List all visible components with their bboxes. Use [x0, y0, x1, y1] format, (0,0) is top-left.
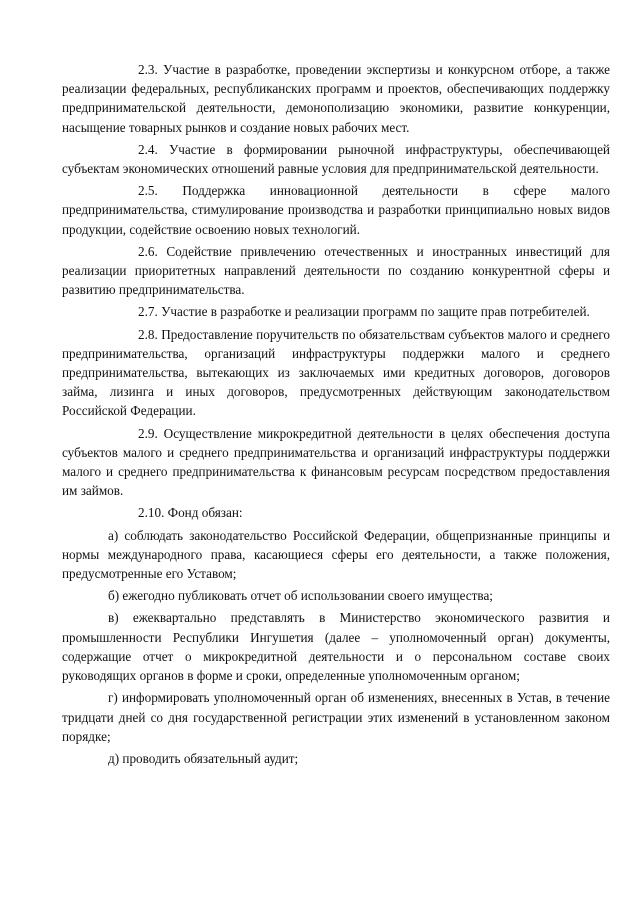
paragraph-number: 2.6.	[138, 243, 158, 259]
paragraph-2-5	[62, 181, 610, 239]
paragraph-text: Осуществление микрокредитной деятельности в целях обеспечения доступа субъектов малого и среднего предпринимательства и организаций инфраструктуры поддержки малого и среднего предпринимательства к финансовым ресурсам посредством предоставления им займов.	[62, 425, 610, 499]
paragraph-text: Поддержка инновационной деятельности в сфере малого предпринимательства, стимулирование производства и разработки принципиально новых видов продукции, содействие освоению новых технологий.	[62, 183, 610, 237]
paragraph-text: Участие в формировании рыночной инфраструктуры, обеспечивающей субъектам экономических отношений равные условия для предпринимательской деятельности.	[62, 141, 610, 177]
paragraph-2-7	[62, 302, 610, 321]
paragraph-2-8	[62, 325, 610, 421]
paragraph-text: Предоставление поручительств по обязательствам субъектов малого и среднего предпринимательства, организаций инфраструктуры поддержки малого и среднего предпринимательства, вытекающих из заключаемых ими кредитных договоров, договоров займа, лизинга и иных договоров, предусмотренных действующим законодательством Российской Федерации.	[62, 326, 611, 419]
paragraph-number: 2.3.	[138, 62, 158, 77]
paragraph-number: 2.7.	[138, 304, 158, 320]
paragraph-number: 2.4.	[138, 141, 158, 157]
paragraph-number: 2.8.	[138, 326, 158, 342]
paragraph-number: 2.5.	[138, 183, 158, 199]
document-body	[62, 60, 610, 771]
paragraph-text: Участие в разработке и реализации программ по защите прав потребителей.	[161, 304, 590, 320]
subitem-a: а) соблюдать законодательство Российской Федерации, общепризнанные принципы и нормы международного права, касающиеся сферы его деятельности, а также положения, предусмотренные его Уставом;	[62, 527, 610, 582]
paragraph-2-10	[62, 503, 610, 522]
paragraph-2-4	[62, 140, 610, 178]
paragraph-text: Содействие привлечению отечественных и иностранных инвестиций для реализации приоритетных направлений деятельности по созданию конкурентной сферы и развитию предпринимательства.	[62, 243, 610, 298]
paragraph-text: Участие в разработке, проведении экспертизы и конкурсном отборе, а также реализации федеральных, республиканских программ и проектов, обеспечивающих поддержку предпринимательской деятельности, демонополизацию экономики, развитие конкуренции, насыщение товарных рынков и создание новых рабочих мест.	[62, 62, 610, 135]
subitem-g: г) информировать уполномоченный орган об изменениях, внесенных в Устав, в течение тридцати дней со дня государственной регистрации этих изменений в установленном законом порядке;	[62, 690, 610, 744]
subitem-d: д) проводить обязательный аудит;	[108, 750, 299, 766]
paragraph-2-6	[62, 242, 610, 300]
paragraph-2-3	[62, 60, 610, 137]
subitem-b: б) ежегодно публиковать отчет об использовании своего имущества;	[108, 588, 493, 604]
paragraph-text: Фонд обязан:	[167, 505, 243, 521]
paragraph-2-9	[62, 424, 610, 501]
subitem-v: в) ежеквартально представлять в Министерство экономического развития и промышленности Республики Ингушетия (далее – уполномоченный орган) документы, содержащие отчет о микрокредитной деятельности и о персональном составе своих руководящих органов в форме и сроки, определенные уполномоченным органом;	[62, 610, 610, 684]
paragraph-number: 2.9.	[138, 425, 158, 441]
paragraph-number: 2.10.	[138, 505, 165, 521]
